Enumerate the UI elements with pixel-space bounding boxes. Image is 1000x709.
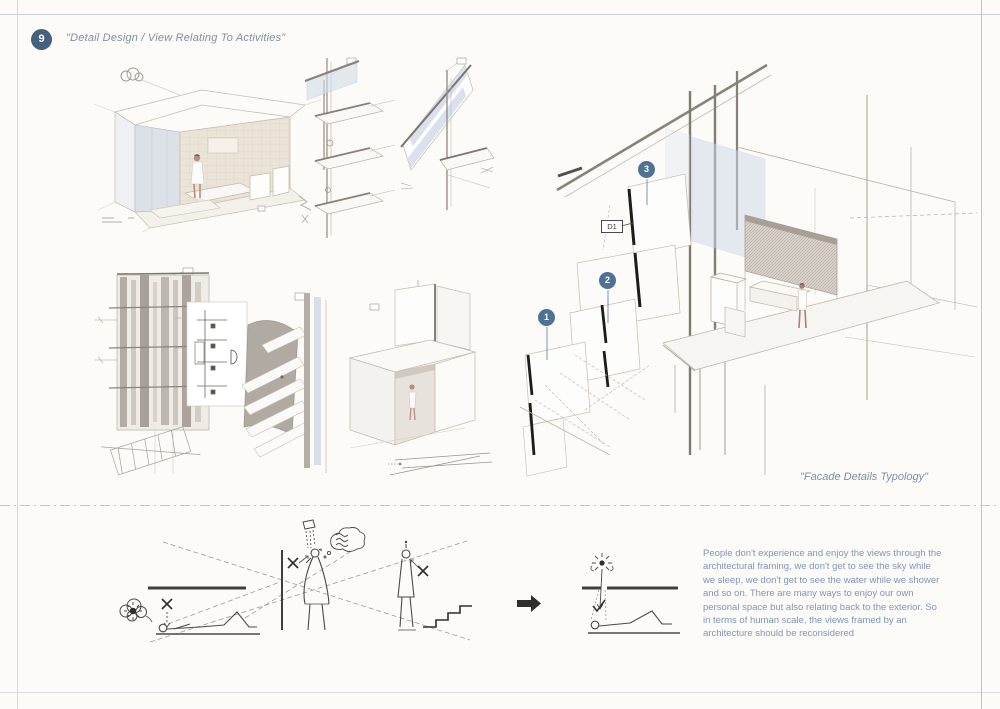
wall-panel [208, 138, 238, 153]
x-mark-icon [162, 599, 172, 609]
cloud-icon [121, 68, 185, 97]
facade-detail-a [295, 50, 403, 245]
shower-head-icon [303, 520, 315, 548]
scenario-sleep [120, 588, 260, 634]
page-number-badge: 9 [31, 29, 52, 50]
main-facade-axon [515, 55, 980, 480]
stairs-icon [423, 606, 472, 627]
x-mark-icon [288, 558, 298, 568]
micro-label-box [457, 58, 466, 64]
person-standing-icon [398, 541, 414, 627]
micro-label-box [370, 304, 379, 310]
facade-detail-b [395, 50, 500, 225]
micro-notes [102, 218, 134, 222]
thought-bubble-icon [324, 528, 365, 559]
scribble [401, 183, 413, 189]
curved-facade-detail [240, 285, 340, 480]
figure-hint [280, 375, 283, 378]
scenario-view-restored [582, 553, 680, 633]
concept-paragraph: People don't experience and enjoy the views through the architectural framing, we don't get to see the sky while we sleep, we don't get to see the water while we shower and so on. There are many ways to enjoy our own personal space but also relating back to the exterior. So in terms of human scale, the views framed by an architecture should be reconsidered [703, 548, 942, 640]
mullion [304, 293, 310, 468]
scenario-shower [282, 520, 365, 630]
marker-3: 3 [638, 161, 655, 178]
section-divider-dashed [0, 504, 1000, 507]
person-shower-icon [304, 549, 329, 630]
detail-label-d1: D1 [601, 220, 623, 233]
x-mark-icon [418, 566, 428, 576]
micro-label-box [295, 293, 305, 300]
mini-section-sketch [388, 453, 492, 475]
page-title: "Detail Design / View Relating To Activities" [66, 32, 286, 44]
sun-icon [591, 553, 613, 572]
axon-room-small [340, 280, 495, 485]
person-lying-icon [588, 611, 680, 633]
human-scale-concept-sketch [68, 512, 693, 667]
marker-1: 1 [538, 309, 555, 326]
scribble [299, 196, 311, 210]
scenario-stairs [398, 541, 472, 630]
detail-callout-box [175, 300, 250, 410]
facade-typology-caption: "Facade Details Typology" [800, 471, 929, 483]
interior-room-sketch [90, 60, 322, 232]
marker-2: 2 [599, 272, 616, 289]
margin-line-bottom [0, 692, 1000, 693]
margin-line-top [0, 14, 1000, 15]
margin-line-right [981, 0, 982, 709]
scribble [481, 167, 493, 173]
micro-label-box [258, 206, 265, 211]
cloud-sun-icon [120, 599, 152, 622]
margin-line-left [17, 0, 18, 709]
arrow-right-icon [517, 595, 541, 612]
glass-bar [314, 297, 321, 465]
